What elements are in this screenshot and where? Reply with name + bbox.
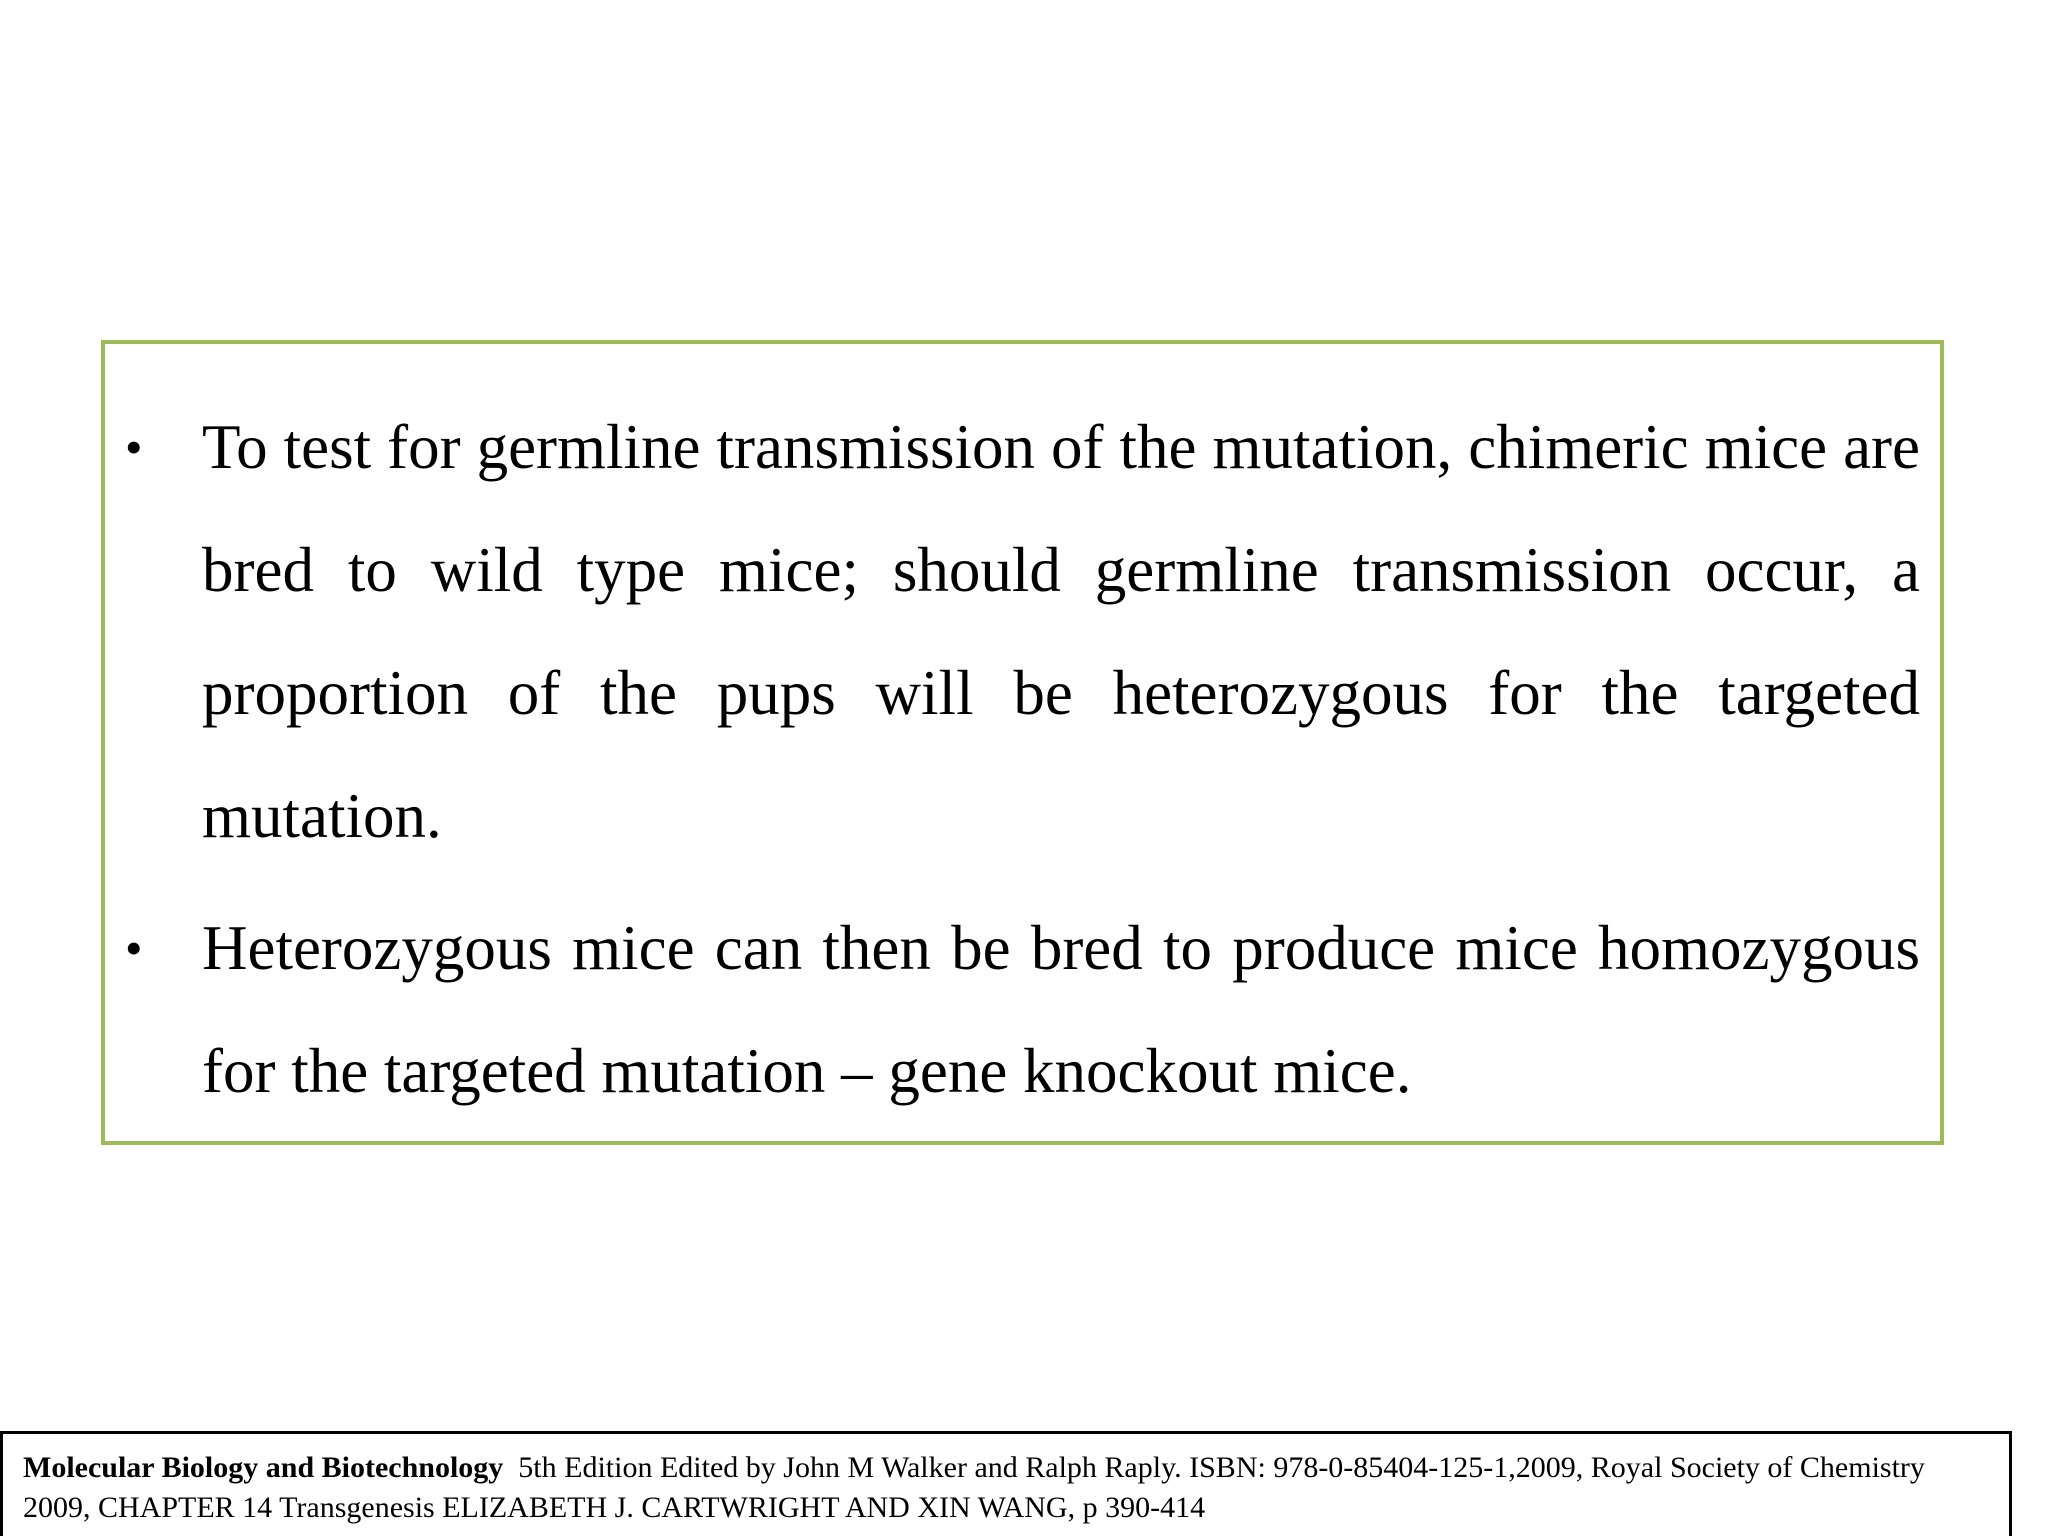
bullet-text: To test for germline transmission of the mutation, chimeric mice are bred to wild type mice; should germline transmission occur, a proportion of the pups will be heterozygous for the targeted mutation. — [202, 412, 1920, 851]
bullet-marker: • — [125, 419, 143, 475]
bullet-list — [105, 386, 1940, 1142]
bullet-item — [105, 887, 1940, 1133]
bullet-marker: • — [125, 920, 143, 976]
citation-title: Molecular Biology and Biotechnology — [23, 1451, 504, 1484]
bullet-text: Heterozygous mice can then be bred to produce mice homozygous for the targeted mutation – gene knockout mice. — [202, 913, 1920, 1106]
bullet-item — [105, 386, 1940, 878]
citation-details: 5th Edition Edited by John M Walker and Ralph Raply. ISBN: 978-0-85404-125-1,2009, Royal Society of Chemistry 2009, CHAPTER 14 Transgenesis ELIZABETH J. CARTWRIGHT AND XIN WANG, p 390-414 — [23, 1451, 1933, 1524]
content-box — [101, 340, 1944, 1145]
citation-box — [0, 1431, 2012, 1536]
